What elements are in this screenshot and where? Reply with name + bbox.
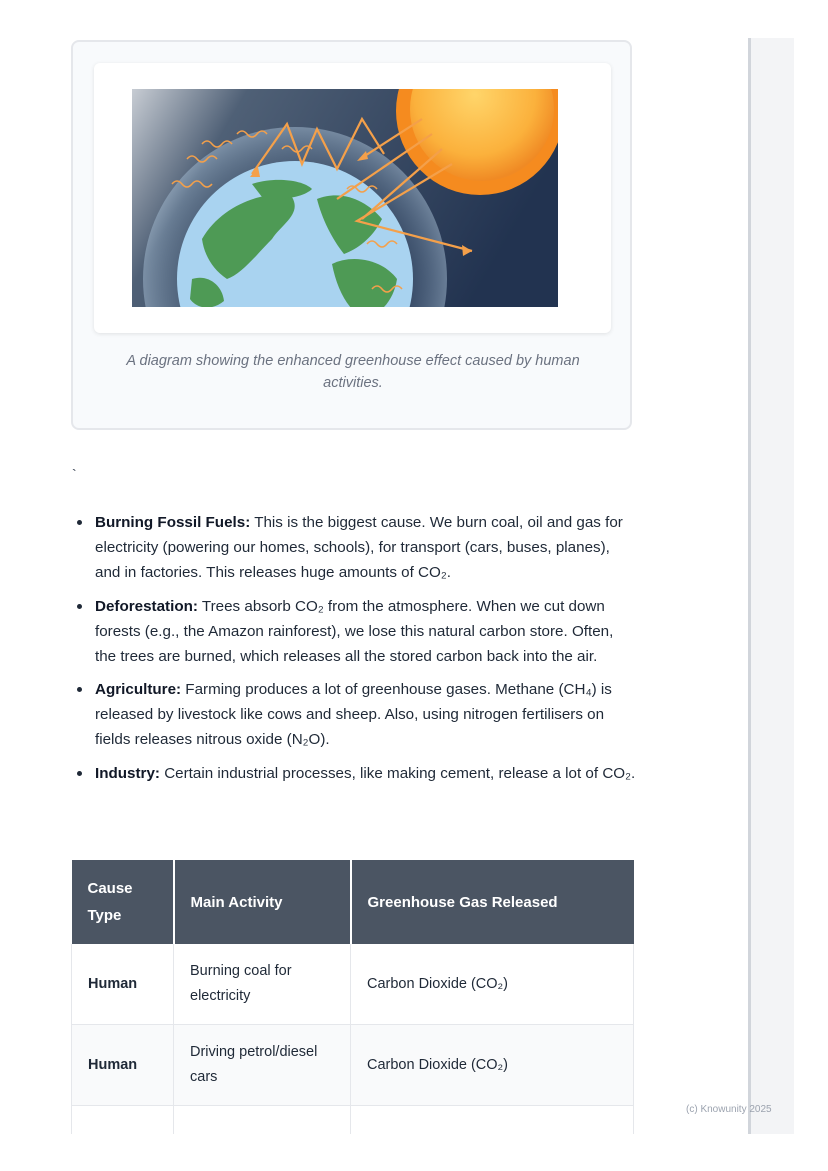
table-cell: Human [72, 944, 174, 1025]
table-row [72, 1106, 634, 1135]
bullet-term: Burning Fossil Fuels: [95, 514, 251, 531]
table-row [72, 944, 634, 1025]
table-cell: Burning coal for electricity [174, 944, 351, 1025]
table-cell [72, 1106, 174, 1135]
figure-card [71, 40, 632, 430]
table-cell: Human [72, 1025, 174, 1106]
stray-mark: ` [72, 466, 77, 482]
column-header-main-activity: Main Activity [174, 860, 351, 944]
figure-frame [94, 63, 611, 333]
column-header-cause-type: Cause Type [72, 860, 174, 944]
figure-caption: A diagram showing the enhanced greenhouse effect caused by human activities. [126, 353, 580, 391]
causes-table [71, 860, 634, 1134]
bullet-text: Farming produces a lot of greenhouse gases. Methane (CH₄) is released by livestock like cows and sheep. Also, using nitrogen fertilisers on fields releases nitrous oxide (N₂O). [95, 681, 612, 748]
table-header-row [72, 860, 634, 944]
list-item [76, 677, 636, 752]
table-cell [174, 1106, 351, 1135]
list-item [76, 510, 636, 585]
bullet-text: This is the biggest cause. We burn coal, oil and gas for electricity (powering our homes, schools), for transport (cars, buses, planes), and in factories. This releases huge amounts of CO₂. [95, 514, 623, 581]
causes-list [76, 510, 636, 794]
scrollbar-track[interactable] [748, 38, 794, 1134]
bullet-text: Certain industrial processes, like making cement, release a lot of CO₂. [159, 764, 636, 782]
bullet-term: Industry: [95, 764, 160, 782]
column-header-gas-released: Greenhouse Gas Released [351, 860, 634, 944]
list-item [76, 761, 636, 786]
table-cell: Carbon Dioxide (CO₂) [351, 1025, 634, 1106]
bullet-term: Deforestation: [95, 597, 198, 615]
bullet-term: Agriculture: [95, 681, 182, 698]
watermark: (c) Knowunity 2025 [686, 1104, 772, 1115]
table-row [72, 1025, 634, 1106]
greenhouse-effect-illustration [132, 89, 558, 307]
bullet-text: Trees absorb CO₂ from the atmosphere. When we cut down forests (e.g., the Amazon rainforest), we lose this natural carbon store. Often, the trees are burned, which releases all the stored carbon back into the air. [95, 597, 614, 665]
table-cell: Carbon Dioxide (CO₂) [351, 944, 634, 1025]
table-cell [351, 1106, 634, 1135]
table-cell: Driving petrol/diesel cars [174, 1025, 351, 1106]
list-item [76, 594, 636, 669]
